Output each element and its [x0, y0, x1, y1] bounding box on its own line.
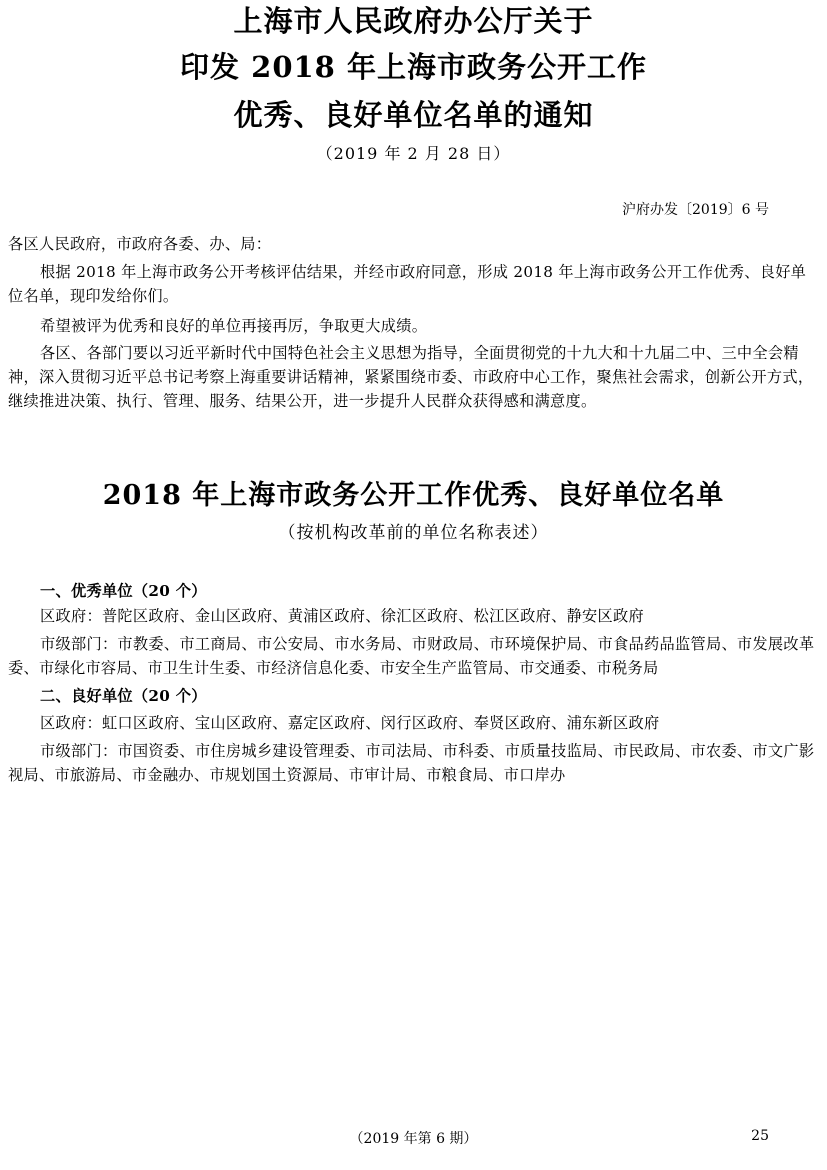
excellent-district-list: 区政府：普陀区政府、金山区政府、黄浦区政府、徐汇区政府、松江区政府、静安区政府 — [40, 607, 645, 625]
excellent-heading: 一、优秀单位（20 个） — [40, 582, 207, 600]
notice-paragraph-1: 根据 2018 年上海市政务公开考核评估结果，并经市政府同意，形成 2018 年上海市政务公开工作优秀、良好单位名单，现印发给你们。 — [8, 263, 807, 305]
notice-paragraph-2: 希望被评为优秀和良好的单位再接再厉，争取更大成绩。 — [40, 317, 428, 335]
excellent-municipal-list: 市级部门：市教委、市工商局、市公安局、市水务局、市财政局、市环境保护局、市食品药品监管局、市发展改革委、市绿化市容局、市卫生计生委、市经济信息化委、市安全生产监管局、市交通委、市税务局 — [8, 635, 815, 677]
page-number: 25 — [751, 1128, 769, 1144]
document-number: 沪府办发〔2019〕6 号 — [622, 202, 769, 218]
title-line-2: 印发 2018 年上海市政务公开工作 — [180, 50, 647, 84]
issue-label: （2019 年第 6 期） — [349, 1131, 478, 1147]
notice-paragraph-3: 各区、各部门要以习近平新时代中国特色社会主义思想为指导，全面贯彻党的十九大和十九届二中、三中全会精神，深入贯彻习近平总书记考察上海重要讲话精神，紧紧围绕市委、市政府中心工作，聚焦社会需求，创新公开方式，继续推进决策、执行、管理、服务、结果公开，进一步提升人民群众获得感和满意度。 — [8, 344, 814, 410]
good-district-list: 区政府：虹口区政府、宝山区政府、嘉定区政府、闵行区政府、奉贤区政府、浦东新区政府 — [40, 714, 660, 732]
list-subtitle: （按机构改革前的单位名称表述） — [278, 523, 549, 543]
title-line-1: 上海市人民政府办公厅关于 — [233, 4, 594, 38]
good-heading: 二、良好单位（20 个） — [40, 687, 207, 705]
document-date: （2019 年 2 月 28 日） — [316, 144, 511, 163]
list-title: 2018 年上海市政务公开工作优秀、良好单位名单 — [102, 480, 725, 511]
title-line-3: 优秀、良好单位名单的通知 — [233, 98, 594, 132]
good-municipal-list: 市级部门：市国资委、市住房城乡建设管理委、市司法局、市科委、市质量技监局、市民政局、市农委、市文广影视局、市旅游局、市金融办、市规划国土资源局、市审计局、市粮食局、市口岸办 — [8, 742, 815, 784]
addressee: 各区人民政府，市政府各委、办、局： — [8, 235, 272, 253]
